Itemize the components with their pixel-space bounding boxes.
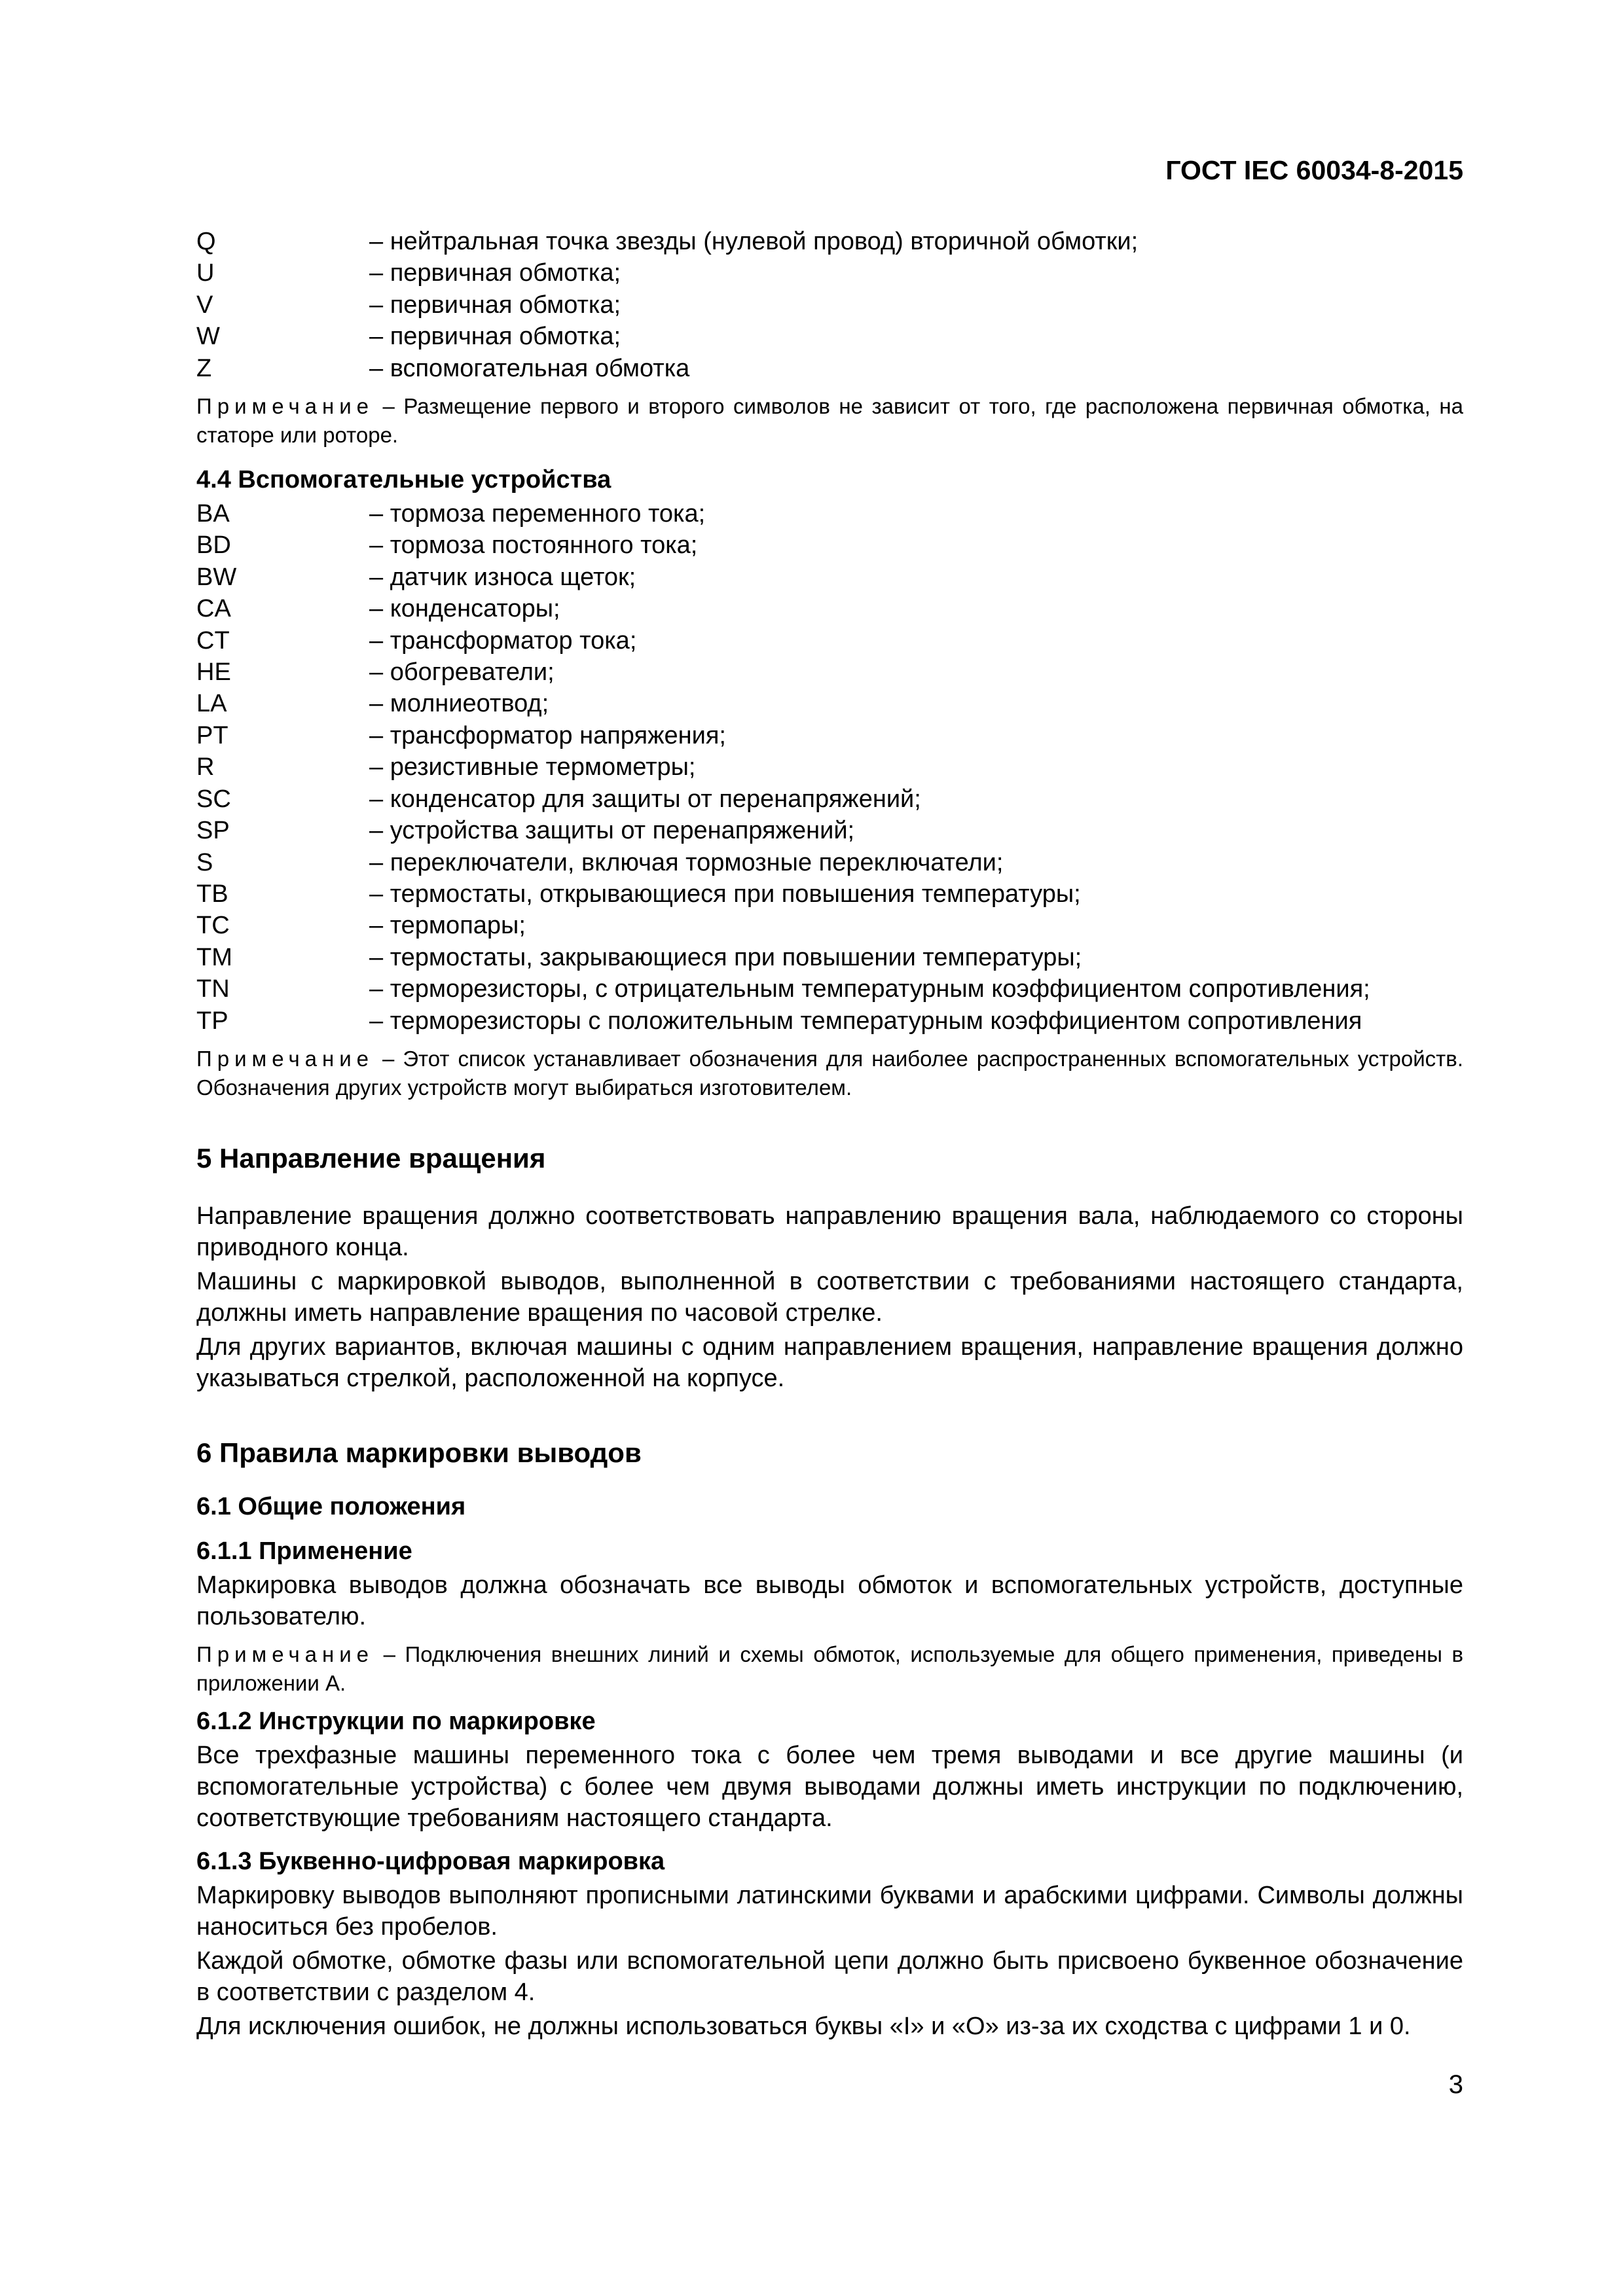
symbol-description: – трансформатор напряжения;	[369, 721, 726, 749]
symbol-description: – резистивные термометры;	[369, 753, 696, 781]
list-item	[196, 815, 1463, 846]
list-item	[196, 529, 1463, 561]
symbol-description: – конденсатор для защиты от перенапряжений;	[369, 785, 921, 813]
list-item	[196, 783, 1463, 815]
symbol-description: – терморезисторы с положительным температурным коэффициентом сопротивления	[369, 1007, 1362, 1035]
document-header: ГОСТ IEC 60034-8-2015	[1165, 155, 1463, 185]
list-item	[196, 257, 1463, 289]
symbol-description: – конденсаторы;	[369, 595, 560, 623]
note-windings	[196, 392, 1463, 450]
list-item	[196, 878, 1463, 910]
page-content	[196, 226, 1463, 2042]
symbol-code: LA	[196, 690, 227, 718]
winding-symbol-list	[196, 226, 1463, 384]
list-item	[196, 593, 1463, 624]
symbol-code: W	[196, 323, 220, 351]
symbol-description: – первичная обмотка;	[369, 323, 621, 351]
symbol-description: – тормоза переменного тока;	[369, 500, 706, 528]
symbol-code: CA	[196, 595, 231, 623]
symbol-description: – молниеотвод;	[369, 690, 549, 718]
symbol-code: TN	[196, 975, 230, 1003]
symbol-code: TC	[196, 912, 230, 940]
paragraph: Для других вариантов, включая машины с одним направлением вращения, направление вращения должно указываться стрелкой, расположенной на корпусе.	[196, 1333, 1463, 1392]
list-item	[196, 353, 1463, 384]
symbol-code: BD	[196, 531, 231, 560]
list-item	[196, 720, 1463, 751]
section-title-6-1-2: 6.1.2 Инструкции по маркировке	[196, 1707, 596, 1735]
paragraph: Все трехфазные машины переменного тока с более чем тремя выводами и все другие машины (и вспомогательные устройства) с более чем двумя выводами должны иметь инструкции по подключению, соответствующие требованиям настоящего стандарта.	[196, 1741, 1463, 1832]
page-number: 3	[1448, 2070, 1463, 2099]
symbol-description: – трансформатор тока;	[369, 626, 637, 655]
paragraph: Маркировку выводов выполняют прописными латинскими буквами и арабскими цифрами. Символы должны наноситься без пробелов.	[196, 1881, 1463, 1941]
note-text: – Подключения внешних линий и схемы обмоток, используемые для общего применения, приведены в приложении А.	[196, 1641, 1463, 1695]
symbol-code: CT	[196, 626, 230, 655]
symbol-code: TB	[196, 880, 228, 908]
list-item	[196, 321, 1463, 352]
list-item	[196, 498, 1463, 529]
symbol-description: – термостаты, открывающиеся при повышения температуры;	[369, 880, 1081, 908]
symbol-code: PT	[196, 721, 228, 749]
symbol-code: Q	[196, 228, 216, 255]
symbol-code: TM	[196, 943, 232, 971]
list-item	[196, 847, 1463, 878]
symbol-code: TP	[196, 1007, 228, 1035]
section-title-6: 6 Правила маркировки выводов	[196, 1437, 642, 1468]
paragraph: Направление вращения должно соответствовать направлению вращения вала, наблюдаемого со стороны приводного конца.	[196, 1202, 1463, 1261]
section-title-6-1: 6.1 Общие положения	[196, 1492, 466, 1520]
list-item	[196, 289, 1463, 321]
symbol-code: SP	[196, 817, 230, 845]
symbol-code: BW	[196, 563, 237, 591]
symbol-description: – нейтральная точка звезды (нулевой провод) вторичной обмотки;	[369, 228, 1139, 255]
symbol-description: – первичная обмотка;	[369, 291, 621, 319]
section-title-4-4: 4.4 Вспомогательные устройства	[196, 466, 611, 494]
symbol-code: V	[196, 291, 213, 319]
section-title-6-1-1: 6.1.1 Применение	[196, 1537, 412, 1565]
symbol-description: – термостаты, закрывающиеся при повышении температуры;	[369, 943, 1082, 971]
symbol-description: – обогреватели;	[369, 658, 555, 687]
list-item	[196, 562, 1463, 593]
symbol-description: – датчик износа щеток;	[369, 563, 636, 591]
symbol-description: – первичная обмотка;	[369, 259, 621, 287]
paragraph: Каждой обмотке, обмотке фазы или вспомогательной цепи должно быть присвоено буквенное обозначение в соответствии с разделом 4.	[196, 1946, 1463, 2006]
symbol-description: – устройства защиты от перенапряжений;	[369, 817, 855, 845]
symbol-code: HE	[196, 658, 231, 687]
symbol-code: U	[196, 259, 215, 287]
auxiliary-symbol-list	[196, 498, 1463, 1037]
symbol-code: SC	[196, 785, 231, 813]
note-label: Примечание	[196, 1641, 374, 1666]
section-title-6-1-3: 6.1.3 Буквенно-цифровая маркировка	[196, 1847, 665, 1875]
symbol-code: BA	[196, 500, 230, 528]
note-auxiliary	[196, 1045, 1463, 1102]
symbol-description: – термопары;	[369, 912, 526, 940]
symbol-description: – тормоза постоянного тока;	[369, 531, 698, 560]
symbol-description: – терморезисторы, с отрицательным температурным коэффициентом сопротивления;	[369, 975, 1370, 1003]
note-label: Примечание	[196, 1046, 374, 1071]
list-item	[196, 751, 1463, 783]
list-item	[196, 688, 1463, 719]
list-item	[196, 226, 1463, 257]
paragraph: Машины с маркировкой выводов, выполненной в соответствии с требованиями настоящего стандарта, должны иметь направление вращения по часовой стрелке.	[196, 1267, 1463, 1327]
note-text: – Этот список устанавливает обозначения для наиболее распространенных вспомогательных устройств. Обозначения других устройств могут выбираться изготовителем.	[196, 1046, 1463, 1100]
paragraph: Для исключения ошибок, не должны использоваться буквы «I» и «O» из-за их сходства с цифрами 1 и 0.	[196, 2012, 1411, 2040]
list-item	[196, 1005, 1463, 1037]
note-label: Примечание	[196, 394, 374, 419]
section-title-5: 5 Направление вращения	[196, 1142, 546, 1174]
symbol-code: R	[196, 753, 215, 781]
list-item	[196, 625, 1463, 656]
note-text: – Размещение первого и второго символов не зависит от того, где расположена первичная обмотка, на статоре или роторе.	[196, 394, 1463, 448]
list-item	[196, 656, 1463, 688]
note-application	[196, 1640, 1463, 1698]
list-item	[196, 910, 1463, 941]
symbol-description: – переключатели, включая тормозные переключатели;	[369, 848, 1004, 876]
list-item	[196, 973, 1463, 1005]
list-item	[196, 942, 1463, 973]
symbol-description: – вспомогательная обмотка	[369, 354, 690, 382]
symbol-code: S	[196, 848, 213, 876]
paragraph: Маркировка выводов должна обозначать все выводы обмоток и вспомогательных устройств, доступные пользователю.	[196, 1571, 1463, 1630]
symbol-code: Z	[196, 354, 212, 382]
